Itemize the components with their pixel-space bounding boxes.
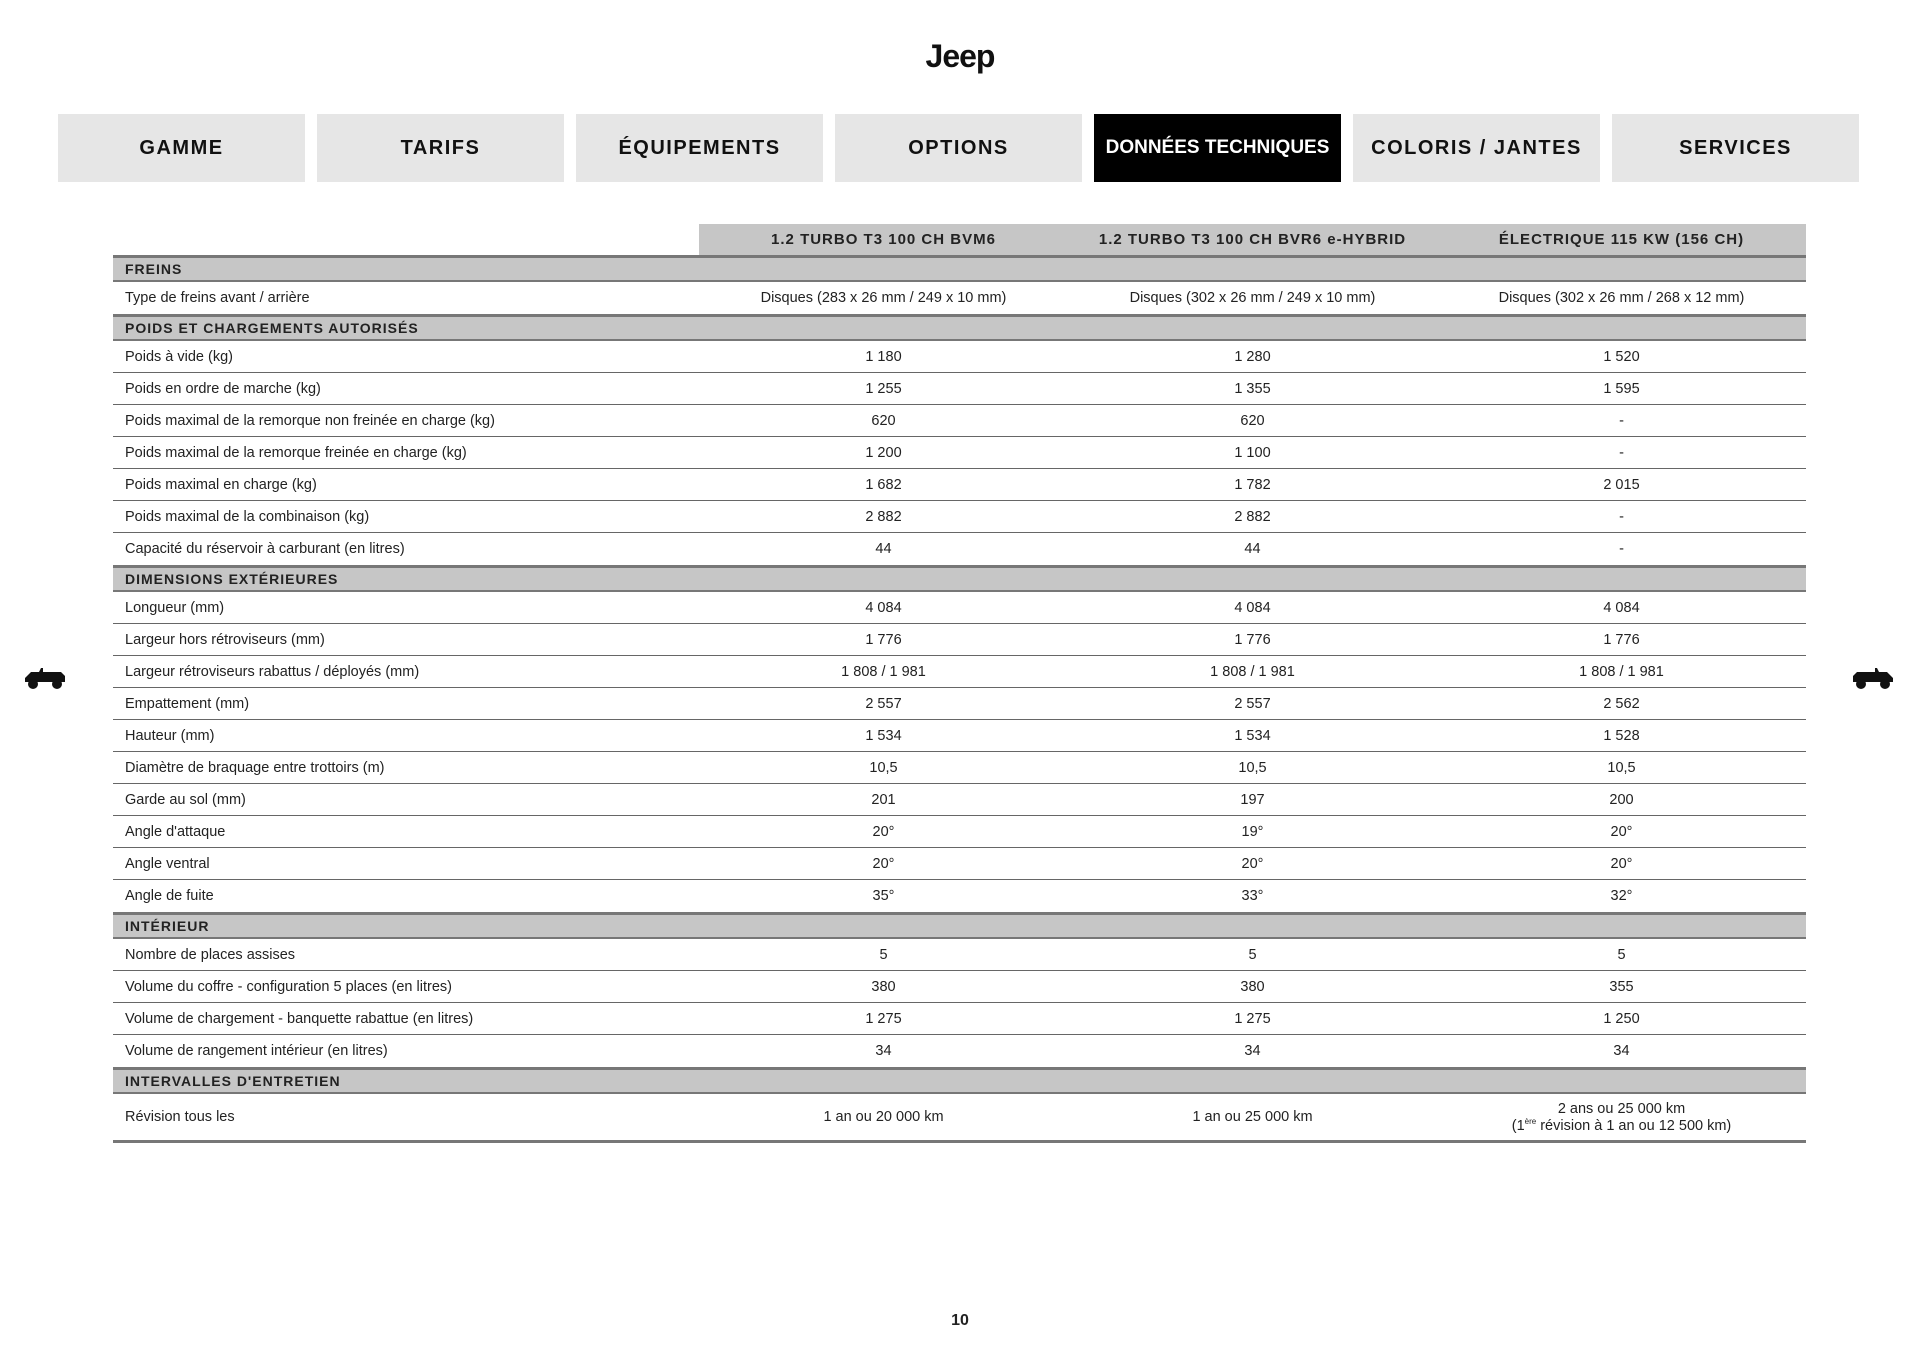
cell-value: Disques (283 x 26 mm / 249 x 10 mm)	[760, 290, 1007, 306]
cell-value: 1 776	[1603, 631, 1640, 648]
tab-coloris-jantes[interactable]: COLORIS / JANTES	[1353, 114, 1600, 182]
cell-value: 1 250	[1603, 1010, 1640, 1027]
cell-value: 1 682	[865, 476, 902, 493]
cell-value: 1 534	[865, 727, 902, 744]
cell-text: révision à 1 an ou 12 500 km)	[1536, 1117, 1732, 1134]
row-label: Volume de rangement intérieur (en litres)	[125, 1043, 388, 1059]
header-spacer	[113, 224, 699, 255]
row-label: Largeur hors rétroviseurs (mm)	[125, 631, 325, 648]
cell-value: 5	[1617, 946, 1626, 963]
cell-value: 20°	[872, 823, 895, 840]
row-label: Poids en ordre de marche (kg)	[125, 380, 321, 397]
cell-value: 1 808 / 1 981	[1579, 663, 1664, 680]
table-row	[113, 533, 1806, 565]
cell-value: Disques (302 x 26 mm / 249 x 10 mm)	[1129, 290, 1376, 306]
cell-value: 1 520	[1603, 348, 1640, 365]
table-row	[113, 501, 1806, 533]
cell-value: 1 100	[1234, 444, 1271, 461]
cell-value: 1 280	[1234, 348, 1271, 365]
tab-options[interactable]: OPTIONS	[835, 114, 1082, 182]
row-label: Garde au sol (mm)	[125, 791, 246, 808]
cell-value: 1 200	[865, 444, 902, 461]
nav-tabs	[58, 114, 1859, 182]
row-label: Angle d'attaque	[125, 823, 226, 840]
table-row	[113, 848, 1806, 880]
cell-value: 2 882	[1234, 508, 1271, 525]
section-header: POIDS ET CHARGEMENTS AUTORISÉS	[113, 314, 1806, 341]
cell-value: 4 084	[1234, 599, 1271, 616]
cell-value: 20°	[1241, 855, 1264, 872]
cell-value: -	[1619, 412, 1624, 429]
row-label: Poids maximal de la remorque non freinée en charge (kg)	[125, 412, 495, 429]
superscript: ère	[1524, 1116, 1537, 1126]
cell-value: 34	[1613, 1043, 1630, 1059]
cell-value: 1 808 / 1 981	[1210, 663, 1295, 680]
cell-value: 1 528	[1603, 727, 1640, 744]
table-row	[113, 971, 1806, 1003]
cell-value: 2 882	[865, 508, 902, 525]
row-label: Capacité du réservoir à carburant (en litres)	[125, 541, 405, 557]
table-row	[113, 816, 1806, 848]
cell-value: 5	[879, 946, 888, 963]
cell-value: 1 808 / 1 981	[841, 663, 926, 680]
cell-value: 1 595	[1603, 380, 1640, 397]
cell-line	[1437, 1117, 1806, 1134]
row-label: Empattement (mm)	[125, 695, 250, 712]
row-label: Poids maximal en charge (kg)	[125, 476, 317, 493]
table-row	[113, 752, 1806, 784]
cell-value: 34	[1244, 1043, 1261, 1059]
jeep-logo	[0, 38, 1920, 75]
cell-value: -	[1619, 444, 1624, 461]
cell-value: 2 015	[1603, 476, 1640, 493]
table-row	[113, 1035, 1806, 1067]
tab-services[interactable]: SERVICES	[1612, 114, 1859, 182]
jeep-vehicle-icon-right	[1851, 664, 1895, 690]
table-row	[113, 688, 1806, 720]
section-header: INTERVALLES D'ENTRETIEN	[113, 1067, 1806, 1094]
tech-specs-table	[113, 224, 1806, 1143]
row-label: Angle ventral	[125, 855, 210, 872]
cell-value: 4 084	[865, 599, 902, 616]
cell-value: 1 275	[865, 1010, 902, 1027]
cell-value: 44	[1244, 541, 1261, 557]
cell-value: 1 an ou 25 000 km	[1192, 1109, 1313, 1125]
cell-value: 20°	[1610, 823, 1633, 840]
cell-value: 1 an ou 20 000 km	[823, 1109, 944, 1125]
brand-name: Jeep	[925, 38, 995, 74]
table-row	[113, 282, 1806, 314]
cell-value: 355	[1609, 978, 1634, 995]
table-row	[113, 880, 1806, 912]
row-label: Diamètre de braquage entre trottoirs (m)	[125, 759, 385, 776]
cell-value: -	[1619, 541, 1624, 557]
table-header	[113, 224, 1806, 255]
section-header: FREINS	[113, 255, 1806, 282]
cell-line: 2 ans ou 25 000 km	[1557, 1100, 1686, 1117]
cell-text: (1	[1511, 1117, 1525, 1134]
cell-value: 20°	[1610, 855, 1633, 872]
cell-value: 32°	[1610, 888, 1633, 904]
tab-equipements[interactable]: ÉQUIPEMENTS	[576, 114, 823, 182]
cell-value: 4 084	[1603, 599, 1640, 616]
table-row	[113, 437, 1806, 469]
cell-value: 380	[1240, 978, 1265, 995]
table-row	[113, 624, 1806, 656]
cell-value: 1 782	[1234, 476, 1271, 493]
cell-value: 1 180	[865, 348, 902, 365]
cell-value: 44	[875, 541, 892, 557]
cell-value: 10,5	[1607, 759, 1636, 776]
cell-value: -	[1619, 508, 1624, 525]
cell-value: 1 776	[1234, 631, 1271, 648]
cell-value: 2 562	[1603, 695, 1640, 712]
cell-value: 10,5	[1238, 759, 1267, 776]
row-label: Angle de fuite	[125, 888, 214, 904]
row-label: Hauteur (mm)	[125, 727, 215, 744]
page-number: 10	[951, 1312, 969, 1329]
cell-value: 1 534	[1234, 727, 1271, 744]
cell-value: 19°	[1241, 823, 1264, 840]
cell-value: 35°	[872, 888, 895, 904]
cell-value: 197	[1240, 791, 1265, 808]
table-row	[113, 784, 1806, 816]
row-label: Largeur rétroviseurs rabattus / déployés (mm)	[125, 663, 420, 680]
cell-value: 1 355	[1234, 380, 1271, 397]
cell-value: 201	[871, 791, 896, 808]
cell-value: Disques (302 x 26 mm / 268 x 12 mm)	[1498, 290, 1745, 306]
table-row	[113, 373, 1806, 405]
section-header: DIMENSIONS EXTÉRIEURES	[113, 565, 1806, 592]
section-header: INTÉRIEUR	[113, 912, 1806, 939]
row-label: Type de freins avant / arrière	[125, 290, 310, 306]
row-label: Volume du coffre - configuration 5 places (en litres)	[125, 978, 452, 995]
tab-gamme[interactable]: GAMME	[58, 114, 305, 182]
table-row	[113, 469, 1806, 501]
cell-value: 380	[871, 978, 896, 995]
cell-value: 620	[871, 412, 896, 429]
cell-value: 34	[875, 1043, 892, 1059]
cell-value	[1437, 1101, 1806, 1134]
row-label: Longueur (mm)	[125, 599, 225, 616]
column-header: ÉLECTRIQUE 115 KW (156 CH)	[1437, 224, 1806, 255]
cell-value: 620	[1240, 412, 1265, 429]
table-row	[113, 592, 1806, 624]
row-label: Volume de chargement - banquette rabattue (en litres)	[125, 1010, 474, 1027]
row-label: Poids maximal de la combinaison (kg)	[125, 508, 370, 525]
cell-value: 1 776	[865, 631, 902, 648]
cell-value: 10,5	[869, 759, 898, 776]
table-row	[113, 341, 1806, 373]
column-header: 1.2 TURBO T3 100 CH BVM6	[699, 224, 1068, 255]
table-row	[113, 720, 1806, 752]
table-row	[113, 1003, 1806, 1035]
cell-value: 20°	[872, 855, 895, 872]
tab-donnees-techniques[interactable]: DONNÉES TECHNIQUES	[1094, 114, 1341, 182]
table-row	[113, 656, 1806, 688]
cell-value: 2 557	[865, 695, 902, 712]
row-label: Poids à vide (kg)	[125, 348, 233, 365]
cell-value: 5	[1248, 946, 1257, 963]
cell-value: 1 255	[865, 380, 902, 397]
jeep-vehicle-icon-left	[23, 664, 67, 690]
cell-value: 33°	[1241, 888, 1264, 904]
cell-value: 1 275	[1234, 1010, 1271, 1027]
cell-value: 200	[1609, 791, 1634, 808]
cell-value: 2 557	[1234, 695, 1271, 712]
column-header: 1.2 TURBO T3 100 CH BVR6 e-HYBRID	[1068, 224, 1437, 255]
table-row	[113, 405, 1806, 437]
tab-tarifs[interactable]: TARIFS	[317, 114, 564, 182]
row-label: Nombre de places assises	[125, 946, 296, 963]
row-label: Révision tous les	[125, 1109, 235, 1125]
table-row	[113, 939, 1806, 971]
table-row	[113, 1094, 1806, 1143]
row-label: Poids maximal de la remorque freinée en charge (kg)	[125, 444, 467, 461]
